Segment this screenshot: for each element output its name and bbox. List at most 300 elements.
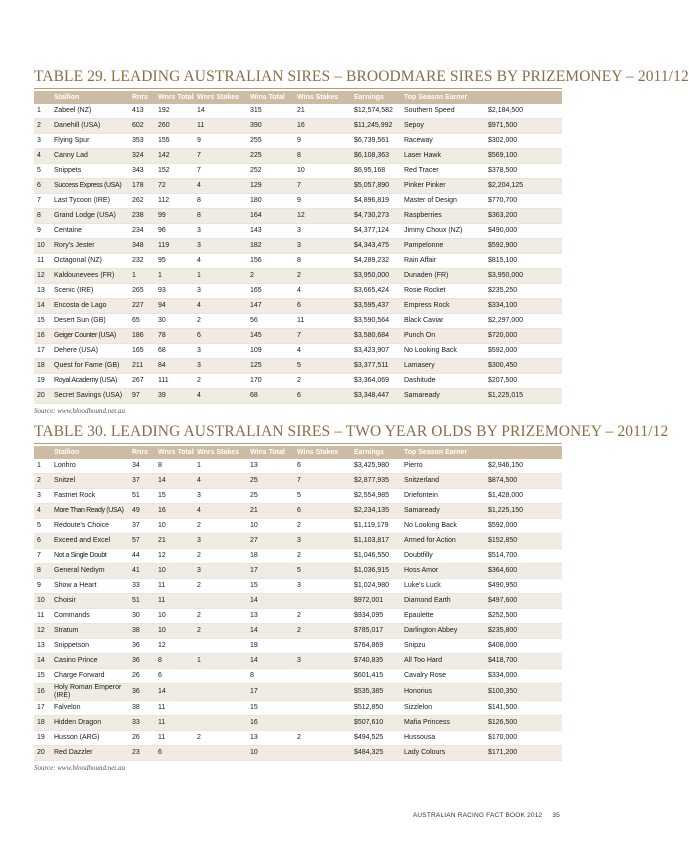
- table-cell: Centaine: [51, 224, 129, 239]
- table-cell: $3,950,000: [485, 269, 562, 284]
- table-cell: 8: [34, 564, 51, 579]
- table-cell: 68: [247, 389, 294, 404]
- table-cell: $1,225,015: [485, 389, 562, 404]
- table-cell: 19: [34, 374, 51, 389]
- table-cell: Desert Sun (GB): [51, 314, 129, 329]
- table-cell: $141,500: [485, 701, 562, 716]
- table-cell: Flying Spur: [51, 134, 129, 149]
- table-cell: 2: [194, 374, 247, 389]
- table-row: [34, 579, 562, 594]
- table-cell: $126,500: [485, 716, 562, 731]
- table-cell: 36: [129, 684, 155, 701]
- table-cell: 7: [194, 149, 247, 164]
- table-cell: $494,525: [351, 731, 401, 746]
- table-cell: 232: [129, 254, 155, 269]
- table-cell: Not a Single Doubt: [51, 549, 129, 564]
- table-cell: 15: [34, 669, 51, 684]
- table-cell: Lamasery: [401, 359, 485, 374]
- table-cell: 6: [34, 534, 51, 549]
- column-header: Earnings: [351, 91, 401, 104]
- table-cell: $1,046,550: [351, 549, 401, 564]
- table-cell: $484,325: [351, 746, 401, 761]
- table-cell: 2: [294, 609, 351, 624]
- table-cell: 112: [155, 194, 194, 209]
- table-29-source: Source: www.bloodhound.net.au: [34, 407, 125, 415]
- table-cell: 17: [247, 684, 294, 701]
- table-row: [34, 731, 562, 746]
- table-cell: $334,100: [485, 299, 562, 314]
- table-cell: 111: [155, 374, 194, 389]
- table-cell: 165: [129, 344, 155, 359]
- table-cell: 7: [34, 549, 51, 564]
- column-header: Rnrs: [129, 446, 155, 459]
- table-cell: [194, 716, 247, 731]
- table-cell: 16: [155, 504, 194, 519]
- table-cell: 38: [129, 701, 155, 716]
- table-cell: 11: [155, 594, 194, 609]
- table-cell: 95: [155, 254, 194, 269]
- table-cell: 165: [247, 284, 294, 299]
- table-cell: $4,343,475: [351, 239, 401, 254]
- table-cell: 3: [34, 134, 51, 149]
- table-cell: Driefontein: [401, 489, 485, 504]
- table-cell: 262: [129, 194, 155, 209]
- column-header: Stallion: [51, 91, 129, 104]
- table-cell: 3: [194, 564, 247, 579]
- table-cell: 5: [34, 164, 51, 179]
- table-cell: 3: [194, 489, 247, 504]
- table-row: [34, 684, 562, 701]
- table-cell: $1,225,150: [485, 504, 562, 519]
- table-cell: 390: [247, 119, 294, 134]
- table-cell: 155: [155, 134, 194, 149]
- table-cell: 1: [194, 654, 247, 669]
- table-cell: 51: [129, 594, 155, 609]
- table-row: [34, 119, 562, 134]
- table-cell: 15: [34, 314, 51, 329]
- table-cell: 10: [155, 564, 194, 579]
- table-30-section: [34, 421, 669, 772]
- table-cell: 145: [247, 329, 294, 344]
- table-cell: 3: [194, 284, 247, 299]
- table-cell: 15: [247, 579, 294, 594]
- table-cell: 18: [34, 716, 51, 731]
- table-cell: 143: [247, 224, 294, 239]
- table-cell: $490,950: [485, 579, 562, 594]
- table-cell: 10: [155, 519, 194, 534]
- table-row: [34, 654, 562, 669]
- table-cell: 36: [129, 639, 155, 654]
- table-29-section: [34, 66, 689, 415]
- table-cell: 6: [34, 179, 51, 194]
- table-cell: $3,590,564: [351, 314, 401, 329]
- table-cell: Show a Heart: [51, 579, 129, 594]
- table-cell: 2: [194, 519, 247, 534]
- table-cell: $3,377,511: [351, 359, 401, 374]
- table-cell: 72: [155, 179, 194, 194]
- column-header: [485, 446, 562, 459]
- table-cell: Encosta de Lago: [51, 299, 129, 314]
- table-cell: 14: [247, 624, 294, 639]
- table-cell: 3: [294, 239, 351, 254]
- table-cell: 44: [129, 549, 155, 564]
- table-cell: 192: [155, 104, 194, 119]
- table-cell: 99: [155, 209, 194, 224]
- table-cell: [294, 639, 351, 654]
- table-cell: 413: [129, 104, 155, 119]
- table-cell: 348: [129, 239, 155, 254]
- table-cell: 186: [129, 329, 155, 344]
- table-cell: 315: [247, 104, 294, 119]
- table-row: [34, 716, 562, 731]
- table-cell: Luke's Luck: [401, 579, 485, 594]
- table-row: [34, 269, 562, 284]
- table-row: [34, 389, 562, 404]
- table-cell: [194, 594, 247, 609]
- table-cell: 9: [34, 224, 51, 239]
- table-cell: 3: [294, 579, 351, 594]
- table-cell: No Looking Back: [401, 519, 485, 534]
- table-row: [34, 669, 562, 684]
- table-cell: $170,000: [485, 731, 562, 746]
- table-cell: 2: [194, 731, 247, 746]
- table-cell: [294, 746, 351, 761]
- table-cell: 4: [194, 389, 247, 404]
- table-cell: 8: [194, 194, 247, 209]
- column-header: Rnrs: [129, 91, 155, 104]
- table-cell: $207,500: [485, 374, 562, 389]
- table-row: [34, 489, 562, 504]
- table-cell: $1,024,980: [351, 579, 401, 594]
- table-cell: [294, 684, 351, 701]
- table-cell: Zabeel (NZ): [51, 104, 129, 119]
- table-cell: 1: [155, 269, 194, 284]
- table-cell: 8: [155, 459, 194, 474]
- table-cell: 2: [194, 609, 247, 624]
- table-cell: 2: [194, 624, 247, 639]
- table-row: [34, 534, 562, 549]
- table-cell: $569,100: [485, 149, 562, 164]
- table-cell: Stratum: [51, 624, 129, 639]
- table-cell: 7: [34, 194, 51, 209]
- table-cell: $5,057,890: [351, 179, 401, 194]
- table-cell: 13: [247, 609, 294, 624]
- table-cell: $6,739,561: [351, 134, 401, 149]
- table-cell: 2: [247, 269, 294, 284]
- table-cell: 26: [129, 669, 155, 684]
- table-cell: 41: [129, 564, 155, 579]
- table-cell: 10: [247, 746, 294, 761]
- table-cell: 602: [129, 119, 155, 134]
- table-cell: 9: [194, 134, 247, 149]
- table-cell: 255: [247, 134, 294, 149]
- table-cell: 7: [294, 179, 351, 194]
- table-cell: 13: [247, 731, 294, 746]
- table-cell: 21: [155, 534, 194, 549]
- table-cell: $2,877,935: [351, 474, 401, 489]
- table-cell: 11: [34, 254, 51, 269]
- table-row: [34, 134, 562, 149]
- table-cell: $934,095: [351, 609, 401, 624]
- table-cell: $6,95,168: [351, 164, 401, 179]
- table-cell: Epaulette: [401, 609, 485, 624]
- table-cell: $507,610: [351, 716, 401, 731]
- table-cell: 65: [129, 314, 155, 329]
- table-cell: 147: [247, 299, 294, 314]
- table-cell: 6: [194, 329, 247, 344]
- table-header-row: [34, 91, 562, 104]
- table-cell: 13: [34, 284, 51, 299]
- column-header: [485, 91, 562, 104]
- table-cell: 3: [194, 224, 247, 239]
- table-cell: 14: [247, 654, 294, 669]
- table-cell: 2: [294, 731, 351, 746]
- table-cell: Dashitude: [401, 374, 485, 389]
- table-cell: 17: [247, 564, 294, 579]
- table-cell: 156: [247, 254, 294, 269]
- table-cell: Commands: [51, 609, 129, 624]
- table-cell: 5: [294, 564, 351, 579]
- table-row: [34, 329, 562, 344]
- table-cell: Honorius: [401, 684, 485, 701]
- table-row: [34, 299, 562, 314]
- table-cell: 16: [247, 716, 294, 731]
- table-cell: Punch On: [401, 329, 485, 344]
- table-cell: 30: [129, 609, 155, 624]
- table-cell: [194, 639, 247, 654]
- table-cell: 3: [194, 344, 247, 359]
- table-cell: 20: [34, 746, 51, 761]
- table-cell: 19: [247, 639, 294, 654]
- column-header: Wnrs Stakes: [194, 446, 247, 459]
- table-cell: Hidden Dragon: [51, 716, 129, 731]
- table-cell: 4: [194, 254, 247, 269]
- table-cell: 152: [155, 164, 194, 179]
- table-cell: 4: [194, 179, 247, 194]
- table-cell: Empress Rock: [401, 299, 485, 314]
- table-cell: $2,204,125: [485, 179, 562, 194]
- table-cell: 49: [129, 504, 155, 519]
- table-cell: 6: [155, 669, 194, 684]
- table-cell: $252,500: [485, 609, 562, 624]
- table-cell: 7: [294, 329, 351, 344]
- table-cell: $171,200: [485, 746, 562, 761]
- table-cell: $490,000: [485, 224, 562, 239]
- table-cell: 5: [34, 519, 51, 534]
- table-cell: 238: [129, 209, 155, 224]
- table-cell: $1,036,915: [351, 564, 401, 579]
- column-header: Earnings: [351, 446, 401, 459]
- table-cell: 3: [34, 489, 51, 504]
- table-cell: $364,600: [485, 564, 562, 579]
- table-30: [34, 446, 562, 761]
- table-cell: Scenic (IRE): [51, 284, 129, 299]
- table-cell: [194, 669, 247, 684]
- table-cell: 34: [129, 459, 155, 474]
- table-cell: 16: [294, 119, 351, 134]
- table-cell: 14: [155, 684, 194, 701]
- table-cell: Sizzlelon: [401, 701, 485, 716]
- table-cell: 1: [194, 269, 247, 284]
- table-cell: 33: [129, 716, 155, 731]
- table-cell: Lady Colours: [401, 746, 485, 761]
- table-row: [34, 374, 562, 389]
- table-cell: $2,554,985: [351, 489, 401, 504]
- table-cell: 3: [294, 654, 351, 669]
- table-cell: Cavalry Rose: [401, 669, 485, 684]
- table-cell: $6,108,363: [351, 149, 401, 164]
- table-cell: Quest for Fame (GB): [51, 359, 129, 374]
- table-cell: 10: [155, 609, 194, 624]
- table-cell: Dunaden (FR): [401, 269, 485, 284]
- table-cell: 119: [155, 239, 194, 254]
- table-cell: 37: [129, 519, 155, 534]
- table-cell: 14: [34, 654, 51, 669]
- table-cell: Secret Savings (USA): [51, 389, 129, 404]
- table-cell: 18: [34, 359, 51, 374]
- table-row: [34, 164, 562, 179]
- table-cell: Snippetson: [51, 639, 129, 654]
- page-footer: [405, 812, 560, 819]
- table-cell: 27: [247, 534, 294, 549]
- table-cell: Armed for Action: [401, 534, 485, 549]
- table-cell: Fastnet Rock: [51, 489, 129, 504]
- table-cell: 3: [194, 534, 247, 549]
- table-row: [34, 519, 562, 534]
- table-cell: 84: [155, 359, 194, 374]
- table-cell: 109: [247, 344, 294, 359]
- table-cell: 10: [34, 239, 51, 254]
- table-cell: $874,500: [485, 474, 562, 489]
- table-cell: 94: [155, 299, 194, 314]
- table-cell: 267: [129, 374, 155, 389]
- table-cell: 11: [155, 579, 194, 594]
- table-cell: $3,595,437: [351, 299, 401, 314]
- table-cell: 21: [294, 104, 351, 119]
- table-cell: 2: [294, 519, 351, 534]
- column-header: Wnrs Total: [155, 446, 194, 459]
- table-row: [34, 194, 562, 209]
- table-row: [34, 209, 562, 224]
- table-cell: Rosie Rocket: [401, 284, 485, 299]
- table-cell: [194, 684, 247, 701]
- table-cell: 2: [194, 579, 247, 594]
- table-cell: [194, 701, 247, 716]
- column-header: [34, 91, 51, 104]
- table-cell: 15: [247, 701, 294, 716]
- table-cell: 6: [294, 504, 351, 519]
- table-cell: 6: [155, 746, 194, 761]
- table-cell: 4: [34, 149, 51, 164]
- table-cell: $235,250: [485, 284, 562, 299]
- table-cell: 17: [34, 344, 51, 359]
- table-row: [34, 624, 562, 639]
- column-header: Wnrs Total: [155, 91, 194, 104]
- table-cell: Mafia Princess: [401, 716, 485, 731]
- table-cell: 9: [294, 134, 351, 149]
- table-cell: 8: [247, 669, 294, 684]
- table-cell: 4: [194, 504, 247, 519]
- table-row: [34, 639, 562, 654]
- table-row: [34, 564, 562, 579]
- table-cell: Hoss Amor: [401, 564, 485, 579]
- table-cell: 234: [129, 224, 155, 239]
- table-cell: Red Tracer: [401, 164, 485, 179]
- table-cell: 260: [155, 119, 194, 134]
- table-row: [34, 239, 562, 254]
- table-cell: 12: [294, 209, 351, 224]
- table-cell: 68: [155, 344, 194, 359]
- table-cell: $3,950,000: [351, 269, 401, 284]
- table-cell: Casino Prince: [51, 654, 129, 669]
- table-row: [34, 701, 562, 716]
- table-cell: 11: [194, 119, 247, 134]
- table-cell: 1: [194, 459, 247, 474]
- table-cell: 1: [34, 459, 51, 474]
- table-cell: Octagonal (NZ): [51, 254, 129, 269]
- table-cell: $764,869: [351, 639, 401, 654]
- table-cell: 4: [294, 284, 351, 299]
- table-cell: 142: [155, 149, 194, 164]
- table-row: [34, 746, 562, 761]
- table-cell: 12: [155, 639, 194, 654]
- table-cell: $720,000: [485, 329, 562, 344]
- table-cell: 25: [247, 489, 294, 504]
- column-header: Top Season Earner: [401, 91, 485, 104]
- table-cell: $3,665,424: [351, 284, 401, 299]
- table-cell: $2,234,135: [351, 504, 401, 519]
- table-cell: [294, 701, 351, 716]
- table-cell: All Too Hard: [401, 654, 485, 669]
- table-cell: 18: [247, 549, 294, 564]
- table-cell: 170: [247, 374, 294, 389]
- table-cell: 5: [294, 359, 351, 374]
- table-cell: 1: [34, 104, 51, 119]
- table-cell: 10: [34, 594, 51, 609]
- table-cell: Pampelonne: [401, 239, 485, 254]
- table-cell: Snipzu: [401, 639, 485, 654]
- table-cell: 19: [34, 731, 51, 746]
- table-cell: Dehere (USA): [51, 344, 129, 359]
- table-cell: 4: [194, 474, 247, 489]
- table-cell: $4,289,232: [351, 254, 401, 269]
- table-cell: 4: [194, 299, 247, 314]
- table-cell: $418,700: [485, 654, 562, 669]
- table-cell: 11: [34, 609, 51, 624]
- table-cell: $514,700: [485, 549, 562, 564]
- table-cell: 2: [34, 119, 51, 134]
- table-cell: 26: [129, 731, 155, 746]
- table-cell: Rory's Jester: [51, 239, 129, 254]
- table-cell: $378,500: [485, 164, 562, 179]
- table-cell: 3: [194, 359, 247, 374]
- table-cell: Samaready: [401, 389, 485, 404]
- table-cell: 6: [294, 389, 351, 404]
- table-cell: Darlington Abbey: [401, 624, 485, 639]
- table-cell: 8: [294, 149, 351, 164]
- table-cell: Diamond Earth: [401, 594, 485, 609]
- table-cell: 8: [155, 654, 194, 669]
- table-cell: 252: [247, 164, 294, 179]
- table-cell: 14: [247, 594, 294, 609]
- table-cell: 33: [129, 579, 155, 594]
- table-cell: $3,580,684: [351, 329, 401, 344]
- table-cell: 78: [155, 329, 194, 344]
- table-cell: 227: [129, 299, 155, 314]
- table-row: [34, 224, 562, 239]
- table-row: [34, 549, 562, 564]
- footer-book-title: AUSTRALIAN RACING FACT BOOK 2012: [412, 812, 543, 819]
